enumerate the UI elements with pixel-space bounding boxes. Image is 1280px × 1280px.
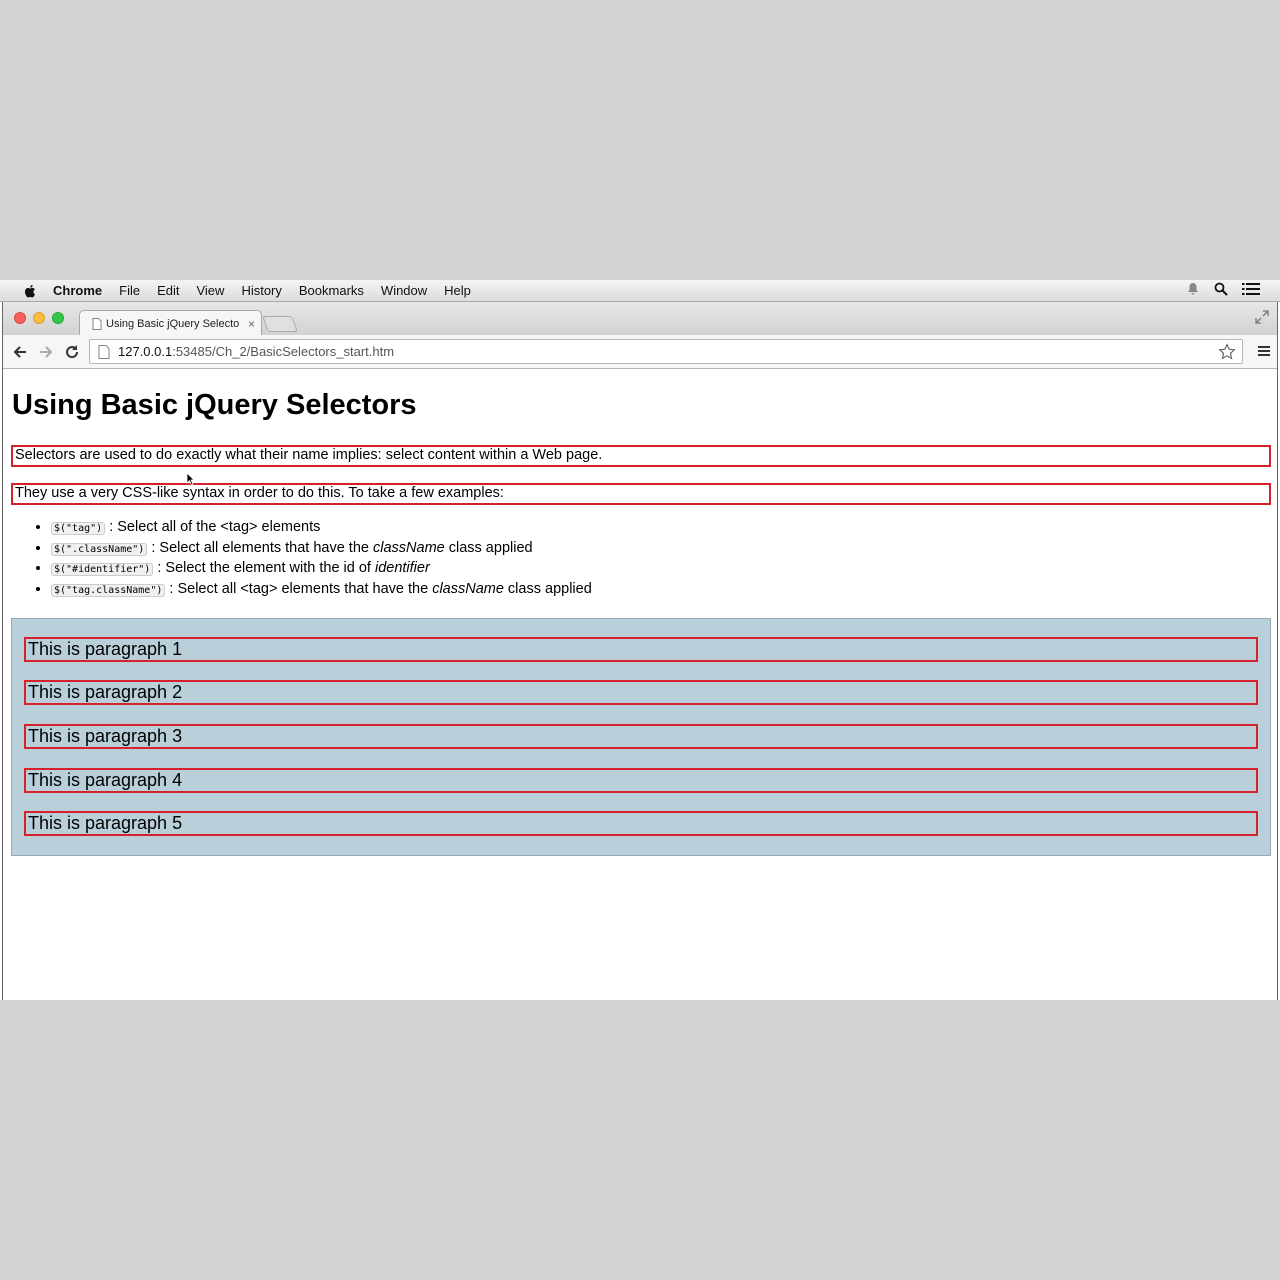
menu-bookmarks[interactable]: Bookmarks [298, 283, 364, 298]
menu-chrome[interactable]: Chrome [53, 283, 103, 298]
browser-toolbar [3, 335, 1277, 369]
selector-description-end: class applied [503, 580, 592, 597]
paragraph-2: This is paragraph 2 [24, 680, 1258, 705]
paragraph-5: This is paragraph 5 [24, 811, 1258, 836]
selector-description: : Select all of the <tag> elements [105, 519, 321, 535]
menu-window[interactable]: Window [380, 283, 428, 298]
notification-bell-icon[interactable] [1186, 282, 1200, 296]
page-icon [92, 318, 102, 330]
new-tab-button[interactable] [262, 316, 298, 332]
screen [0, 280, 1280, 1000]
apple-icon[interactable] [21, 282, 39, 300]
url-host: 127.0.0.1 [118, 344, 173, 359]
fullscreen-icon[interactable] [1255, 310, 1269, 324]
list-item [51, 579, 592, 600]
selector-description: : Select the element with the id of [153, 560, 375, 576]
menu-view[interactable]: View [196, 283, 225, 298]
selector-description: : Select all <tag> elements that have the [165, 580, 433, 597]
url-path: :53485/Ch_2/BasicSelectors_start.htm [172, 344, 395, 359]
menu-history[interactable]: History [241, 283, 282, 298]
selector-code: $("tag.className") [51, 584, 165, 597]
list-item [51, 538, 592, 559]
selector-emphasis: identifier [374, 560, 430, 576]
page-content [3, 369, 1277, 1000]
selector-code: $("#identifier") [51, 563, 153, 576]
mac-menubar [0, 280, 1280, 302]
selector-list [31, 517, 592, 599]
paragraph-4: This is paragraph 4 [24, 768, 1258, 793]
window-zoom-button[interactable] [52, 312, 64, 324]
tab-close-icon[interactable]: × [247, 316, 255, 331]
selector-code: $("tag") [51, 522, 105, 535]
paragraph-3: This is paragraph 3 [24, 724, 1258, 749]
browser-tab-active[interactable] [79, 310, 262, 336]
page-title: Using Basic jQuery Selectors [12, 389, 417, 421]
selector-description: : Select all elements that have the [147, 539, 373, 556]
menu-help[interactable]: Help [444, 283, 471, 298]
forward-arrow-icon[interactable] [37, 343, 55, 361]
reload-icon[interactable] [63, 343, 81, 361]
chrome-menu-icon[interactable] [1257, 344, 1271, 358]
back-arrow-icon[interactable] [11, 343, 29, 361]
selector-description-end: class applied [444, 539, 533, 556]
chrome-window [2, 302, 1278, 1000]
page-info-icon[interactable] [98, 345, 110, 359]
menubar-status-area [1186, 282, 1260, 296]
intro-paragraph-1: Selectors are used to do exactly what their name implies: select content within a Web page. [11, 445, 1271, 467]
spotlight-search-icon[interactable] [1214, 282, 1228, 296]
intro-paragraph-2: They use a very CSS-like syntax in order to do this. To take a few examples: [11, 483, 1271, 505]
bookmark-star-icon[interactable] [1218, 343, 1236, 361]
menu-file[interactable]: File [119, 283, 141, 298]
list-item [51, 517, 592, 538]
paragraph-container [11, 618, 1271, 856]
notification-center-icon[interactable] [1242, 282, 1260, 296]
selector-emphasis: className [373, 539, 445, 556]
mouse-cursor-icon [186, 472, 195, 486]
selector-code: $(".className") [51, 543, 147, 556]
paragraph-1: This is paragraph 1 [24, 637, 1258, 662]
list-item [51, 558, 592, 579]
address-bar[interactable] [89, 339, 1243, 364]
tab-strip [3, 302, 1277, 335]
selector-emphasis: className [432, 580, 504, 597]
tab-title: Using Basic jQuery Selecto [106, 317, 240, 330]
window-close-button[interactable] [14, 312, 26, 324]
window-minimize-button[interactable] [33, 312, 45, 324]
menu-edit[interactable]: Edit [157, 283, 180, 298]
